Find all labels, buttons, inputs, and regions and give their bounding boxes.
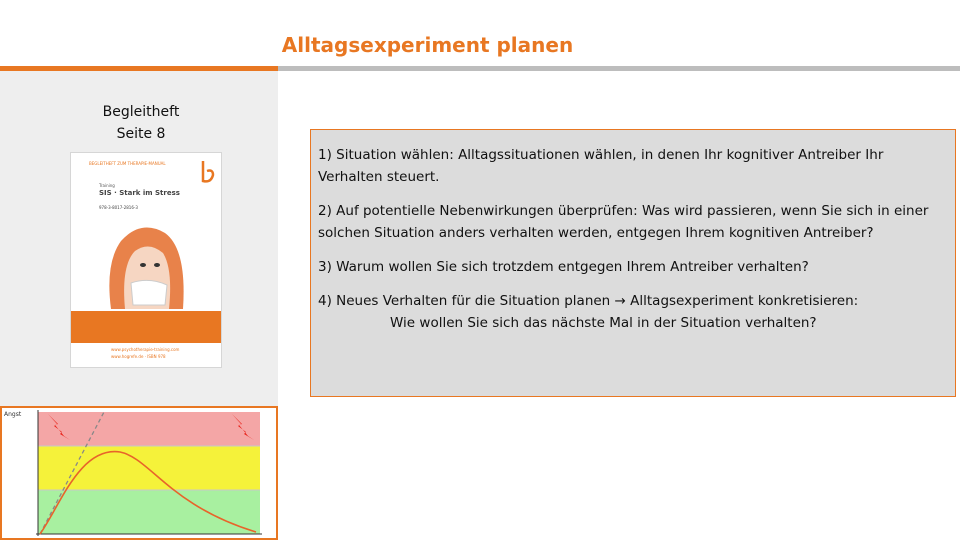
step-4-main: 4) Neues Verhalten für die Situation planen — [318, 293, 611, 309]
anxiety-graph — [0, 406, 278, 540]
step-3-text: 3) Warum wollen Sie sich trotzdem entgegen Ihrem Antreiber verhalten? — [318, 259, 809, 275]
title-rule-gray — [278, 66, 960, 71]
hogrefe-logo-icon — [199, 159, 217, 185]
cover-portrait-illustration — [91, 213, 203, 309]
zone-low — [38, 490, 260, 534]
arrow-right-icon: → — [614, 293, 626, 309]
cover-isbn: 978-3-8017-2816-3 — [99, 205, 138, 210]
step-4 — [318, 290, 947, 312]
sidebar-label: Begleitheft Seite 8 — [102, 104, 180, 142]
anxiety-graph-svg — [0, 406, 278, 540]
zone-high — [38, 412, 260, 446]
y-axis-label: Angst — [4, 411, 22, 418]
cover-url-2: www.hogrefe.de · ISBN 978 — [111, 354, 166, 359]
step-4-sub: Wie wollen Sie sich das nächste Mal in der Situation verhalten? — [390, 315, 817, 331]
cover-title: SIS · Stark im Stress — [99, 189, 180, 197]
cover-header: BEGLEITHEFT ZUM THERAPIE-MANUAL — [89, 161, 166, 166]
slide-title: Alltagsexperiment planen — [281, 33, 574, 57]
cover-url-1: www.psychotherapie-training.com — [111, 347, 180, 352]
step-1-text: 1) Situation wählen: Alltagssituationen wählen, in denen Ihr kognitiver Antreiber Ihr Verhalten steuert. — [318, 147, 884, 185]
step-4-tail: Alltagsexperiment konkretisieren: — [630, 293, 859, 309]
steps-panel — [310, 129, 956, 397]
booklet-cover-image — [70, 152, 222, 368]
step-2-text: 2) Auf potentielle Nebenwirkungen überprüfen: Was wird passieren, wenn Sie sich in einer solchen Situation anders verhalten werden, entgegen Ihrem kognitiven Antreiber? — [318, 203, 929, 241]
cover-small-line: Training — [99, 183, 115, 188]
cover-orange-band — [71, 311, 222, 343]
